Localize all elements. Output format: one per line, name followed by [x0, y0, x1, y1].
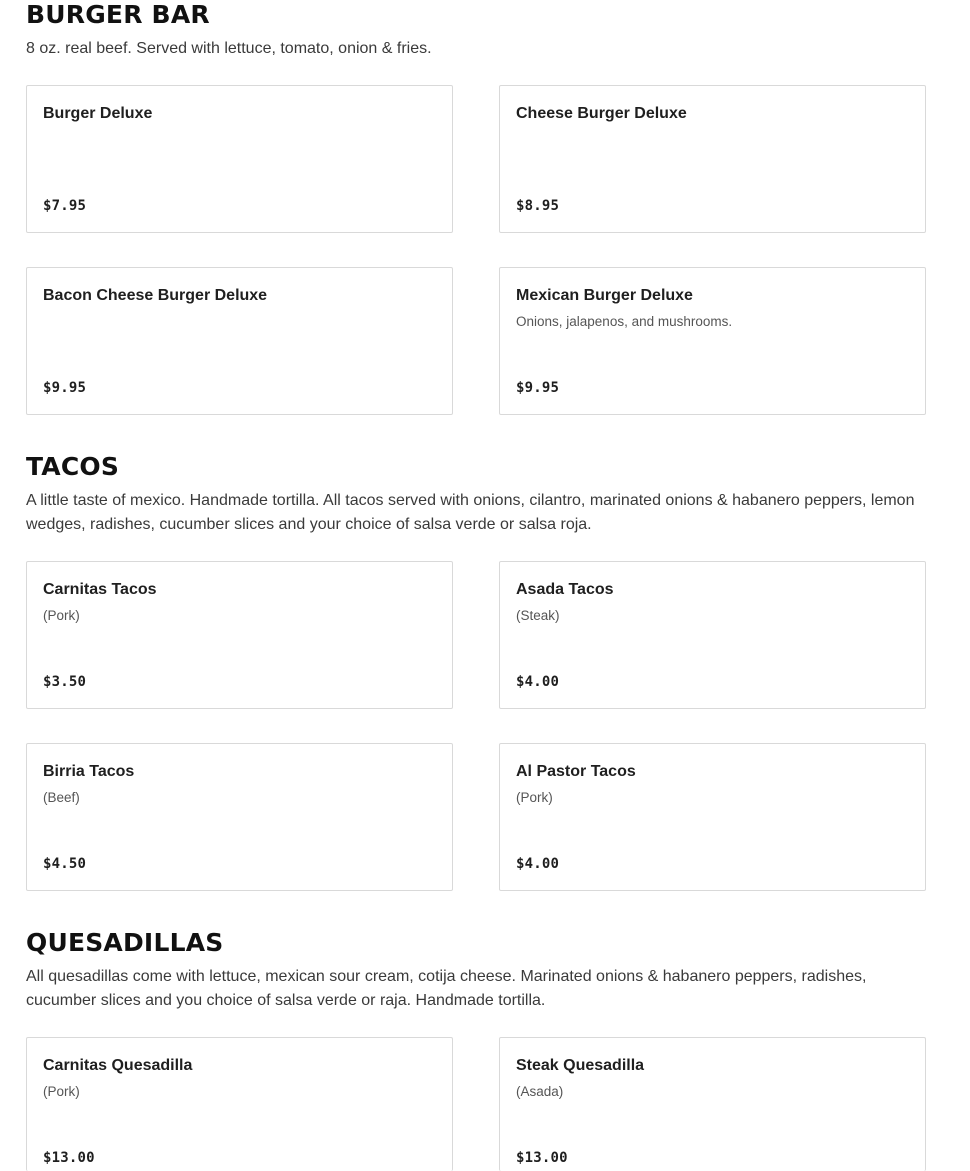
item-description: (Beef): [43, 790, 80, 805]
item-description: (Steak): [516, 608, 560, 623]
item-name: Birria Tacos: [43, 763, 135, 780]
item-price: $13.00: [516, 1150, 568, 1166]
item-name: Cheese Burger Deluxe: [516, 105, 687, 122]
item-description: (Pork): [516, 790, 553, 805]
section-description: A little taste of mexico. Handmade tortilla. All tacos served with onions, cilantro, marinated onions & habanero peppers, lemon wedges, radishes, cucumber slices and your choice of salsa verde or salsa roja.: [26, 492, 915, 533]
section-title: TACOS: [26, 452, 120, 481]
item-description: (Asada): [516, 1084, 564, 1099]
menu-item-card[interactable]: [499, 743, 926, 891]
menu-item-card[interactable]: [26, 85, 453, 233]
menu-item-card[interactable]: [499, 267, 926, 415]
menu-item-card[interactable]: [26, 561, 453, 709]
section-title: BURGER BAR: [26, 0, 210, 29]
item-name: Asada Tacos: [516, 581, 614, 598]
item-name: Carnitas Quesadilla: [43, 1057, 193, 1074]
item-name: Al Pastor Tacos: [516, 763, 636, 780]
section-description: All quesadillas come with lettuce, mexican sour cream, cotija cheese. Marinated onions & habanero peppers, radishes, cucumber slices and you choice of salsa verde or raja. Handmade tortilla.: [26, 968, 867, 1009]
item-name: Bacon Cheese Burger Deluxe: [43, 287, 268, 304]
item-price: $13.00: [43, 1150, 95, 1166]
item-name: Carnitas Tacos: [43, 581, 157, 598]
item-price: $3.50: [43, 674, 87, 690]
section-tacos: [26, 452, 940, 537]
item-price: $8.95: [516, 198, 560, 214]
section-description: 8 oz. real beef. Served with lettuce, tomato, onion & fries.: [26, 40, 432, 57]
item-price: $9.95: [43, 380, 87, 396]
item-description: Onions, jalapenos, and mushrooms.: [516, 314, 733, 329]
menu-item-card[interactable]: [499, 561, 926, 709]
menu-item-card[interactable]: [499, 85, 926, 233]
item-name: Steak Quesadilla: [516, 1057, 645, 1074]
item-name: Mexican Burger Deluxe: [516, 287, 693, 304]
item-description: (Pork): [43, 1084, 80, 1099]
menu-item-card[interactable]: [26, 1037, 453, 1171]
item-description: (Pork): [43, 608, 80, 623]
item-price: $4.50: [43, 856, 87, 872]
item-price: $4.00: [516, 856, 560, 872]
item-price: $7.95: [43, 198, 87, 214]
section-burger-bar: [26, 0, 940, 61]
menu-item-card[interactable]: [26, 743, 453, 891]
menu-item-card[interactable]: [26, 267, 453, 415]
item-name: Burger Deluxe: [43, 105, 153, 122]
item-price: $4.00: [516, 674, 560, 690]
item-price: $9.95: [516, 380, 560, 396]
section-title: QUESADILLAS: [26, 928, 224, 957]
section-quesadillas: [26, 928, 940, 1013]
menu-item-card[interactable]: [499, 1037, 926, 1171]
